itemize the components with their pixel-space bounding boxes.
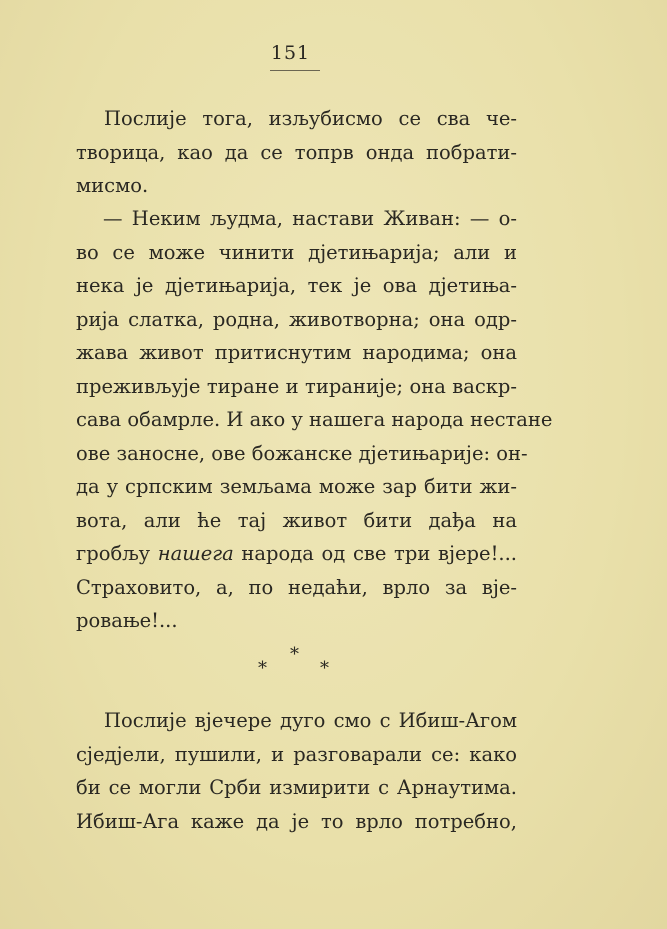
- emphasized-word: нашега: [157, 542, 234, 565]
- text-segment: гробљу: [76, 542, 158, 565]
- page-number-underline: [270, 70, 320, 71]
- text-line: преживљује тиране и тираније; она васкр-: [76, 374, 517, 398]
- text-line: да у српским земљама може зар бити жи-: [76, 475, 517, 498]
- asterisk: *: [258, 658, 267, 679]
- text-line: сава обамрле. И ако у нашега народа нестане: [76, 408, 553, 431]
- text-line: вота, али ће тај живот бити дађа на: [76, 508, 517, 532]
- text-line-with-emphasis: [76, 537, 517, 571]
- text-line: сједјели, пушили, и разговарали се: како: [76, 742, 517, 766]
- page-number: 151: [270, 42, 311, 64]
- asterisk: *: [320, 658, 329, 679]
- asterisk: *: [290, 644, 299, 665]
- text-line: мисмо.: [76, 174, 149, 197]
- text-line: жава живот притиснутим народима; она: [76, 341, 517, 364]
- text-segment: народа од све три вјере!...: [233, 542, 517, 565]
- text-line: нека је дјетињарија, тек је ова дјетиња-: [76, 274, 517, 297]
- text-line: творица, као да се топрв онда побрати-: [76, 140, 517, 164]
- text-line: Ибиш-Ага каже да је то врло потребно,: [76, 809, 517, 833]
- text-line: — Неким људма, настави Живан: — о-: [103, 207, 517, 230]
- text-line: Послије вјечере дуго смо с Ибиш-Агом: [104, 709, 517, 732]
- text-line: рија слатка, родна, животворна; она одр-: [76, 307, 517, 331]
- text-line: ровање!...: [76, 609, 178, 632]
- section-break-asterism: [250, 644, 340, 684]
- paragraph-3: [76, 704, 517, 838]
- text-line: во се може чинити дјетињарија; али и: [76, 240, 517, 264]
- paragraph-2: [76, 202, 553, 638]
- paragraph-1: [76, 102, 517, 203]
- text-line: ове заносне, ове божанске дјетињарије: он-: [76, 441, 528, 465]
- text-line: би се могли Срби измирити с Арнаутима.: [76, 776, 517, 799]
- text-line: Послије тога, изљубисмо се сва че-: [104, 107, 517, 130]
- text-line: Страховито, а, по недаћи, врло за вје-: [76, 575, 517, 599]
